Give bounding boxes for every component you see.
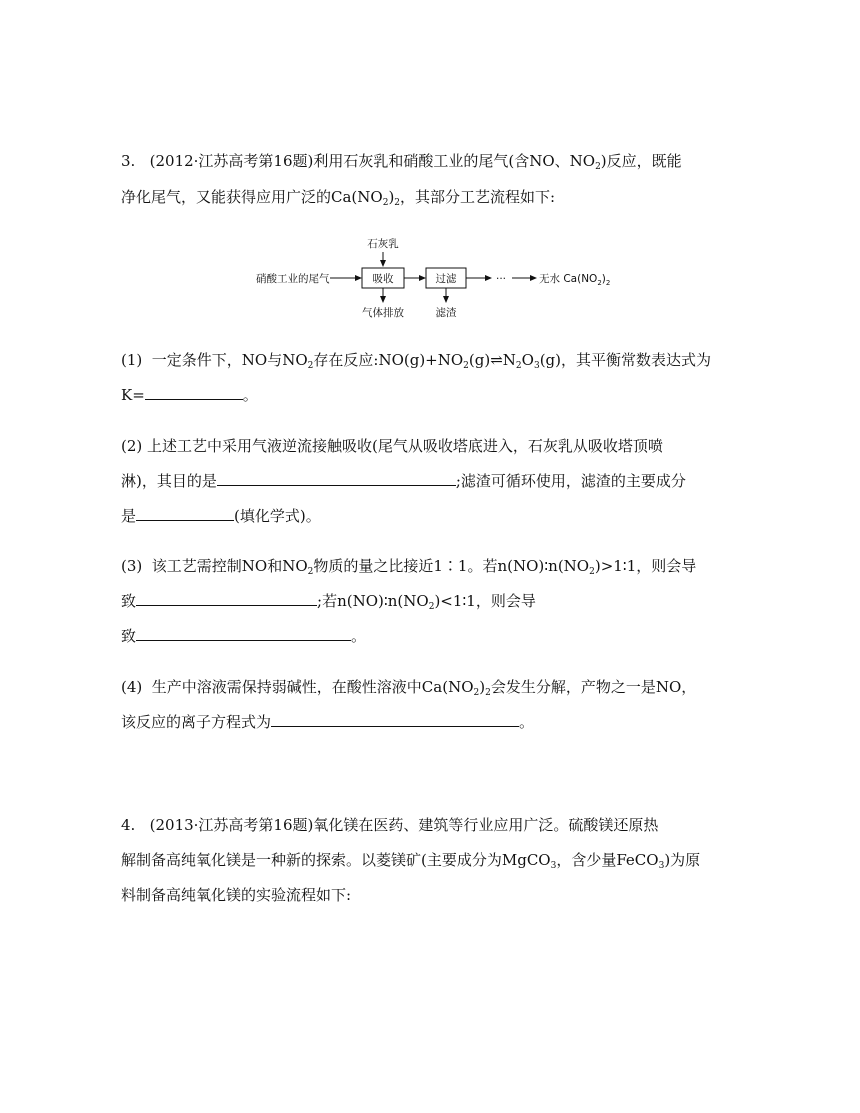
equilibrium-arrow: ⇌ xyxy=(490,351,503,369)
q4-line-3: 料制备高纯氧化镁的实验流程如下: xyxy=(121,886,352,904)
answer-blank-k[interactable] xyxy=(145,385,243,400)
q3-part1-line-2: K= 。 xyxy=(121,386,258,404)
q3-part4-line-1: (4) 生产中溶液需保持弱碱性，在酸性溶液中$Ca(NO_2)_2$会发生分解，产物之一是NO， xyxy=(121,678,697,698)
flow-filter-label: 过滤 xyxy=(435,273,457,285)
q3-number: 3. xyxy=(121,152,136,170)
flow-absorb-label: 吸收 xyxy=(372,273,394,285)
answer-blank-residue[interactable] xyxy=(136,506,234,521)
q3-part4-line-2: 该反应的离子方程式为 。 xyxy=(121,713,535,731)
q3-part2-line-1: (2) 上述工艺中采用气液逆流接触吸收(尾气从吸收塔底进入，石灰乳从吸收塔顶喷 xyxy=(121,437,663,455)
flow-product-label: 无水 $Ca(NO_2)_2$ xyxy=(539,273,611,287)
flow-residue-label: 滤渣 xyxy=(435,307,457,319)
q3-intro-text: 利用石灰乳和硝酸工业的尾气(含NO、NO xyxy=(313,152,596,170)
q3-part3-line-2: 致 ;若$n(NO)∶n(NO_2)<1∶1$，则会导 xyxy=(121,592,536,612)
q3-line-2: 净化尾气，又能获得应用广泛的$Ca(NO_2)_2$，其部分工艺流程如下: xyxy=(121,188,556,208)
q4-source: (2013·江苏高考第16题) xyxy=(149,816,314,834)
q3-part2-line-2: 淋)，其目的是 ;滤渣可循环使用，滤渣的主要成分 xyxy=(121,472,686,490)
q3-part3-line-1: (3) 该工艺需控制NO和$NO_2$物质的量之比接近1∶1。若$n(NO)∶n(NO_2)>1∶1$，则会导 xyxy=(121,557,697,577)
answer-blank-ratio-high[interactable] xyxy=(136,591,317,606)
flow-tailgas-label: 硝酸工业的尾气 xyxy=(256,273,330,285)
answer-blank-purpose[interactable] xyxy=(217,471,456,486)
answer-blank-ionic-equation[interactable] xyxy=(271,712,519,727)
q3-source: (2012·江苏高考第16题) xyxy=(149,152,314,170)
q4-line-2: 解制备高纯氧化镁是一种新的探索。以菱镁矿(主要成分为MgCO$_3$，含少量FeCO$_3$)为原 xyxy=(121,851,701,871)
q3-part1-line-1: (1) 一定条件下，NO与$NO_2$存在反应$:NO(g)+NO_2(g)\rightleftharpoons N_2O_3(g)$，其平衡常数表达式为 xyxy=(121,351,712,371)
flow-gas-out-label: 气体排放 xyxy=(362,307,404,319)
q3-part3-line-3: 致 。 xyxy=(121,627,367,645)
q3-line-1: 3. (2012·江苏高考第16题)利用石灰乳和硝酸工业的尾气(含NO、$NO_2$)反应，既能 xyxy=(121,152,682,172)
q4-number: 4. xyxy=(121,816,136,834)
flow-dots: ··· xyxy=(496,273,507,285)
flow-limewater-label: 石灰乳 xyxy=(367,238,399,250)
q3-part2-line-3: 是 (填化学式)。 xyxy=(121,507,321,525)
q4-line-1: 4. (2013·江苏高考第16题)氧化镁在医药、建筑等行业应用广泛。硫酸镁还原热 xyxy=(121,816,659,834)
answer-blank-ratio-low[interactable] xyxy=(136,626,351,641)
